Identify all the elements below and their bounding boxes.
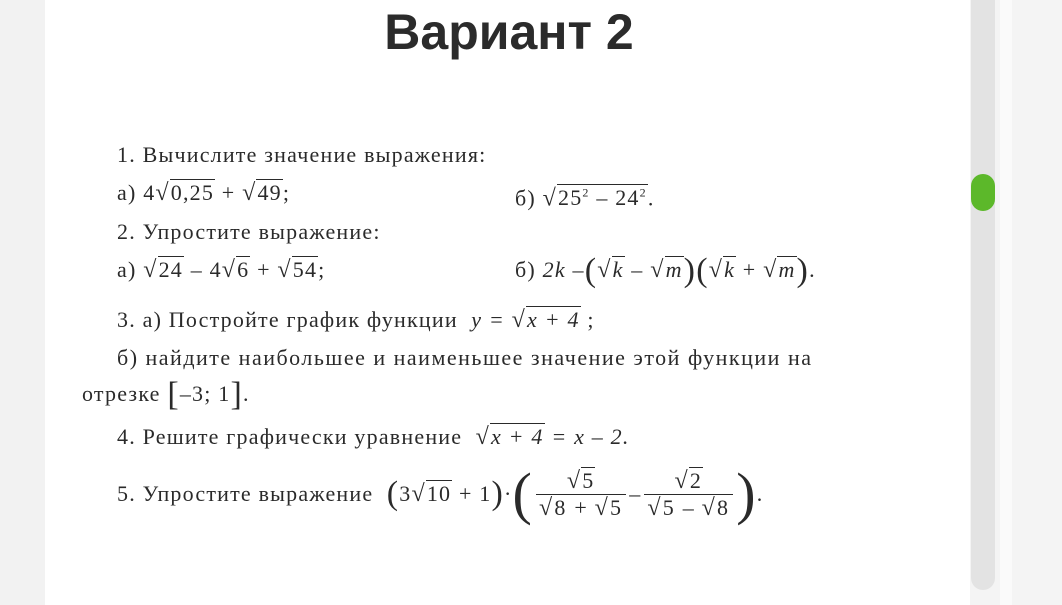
sqrt-sign: √6 bbox=[221, 257, 250, 283]
radicand: 6 bbox=[237, 257, 250, 282]
radicand: k bbox=[724, 257, 736, 282]
task-3b-text: отрезке bbox=[82, 381, 161, 406]
radicand: k bbox=[612, 257, 624, 282]
task-1b bbox=[515, 180, 655, 211]
paren-close: ) bbox=[683, 252, 697, 289]
radicand: 5 bbox=[610, 494, 623, 520]
sqrt-sign: $√25^2 - 24^2$ bbox=[542, 185, 647, 212]
sqrt-sign: √2 bbox=[674, 467, 703, 494]
operator: + bbox=[742, 257, 757, 282]
page-title: Вариант 2 bbox=[384, 4, 634, 60]
expression-lead: 2k – bbox=[542, 257, 585, 282]
radicand: 0,25 bbox=[170, 180, 215, 205]
sqrt-sign: √10 bbox=[411, 481, 452, 507]
paren-open: ( bbox=[584, 252, 598, 289]
task-1a-coef: 4 bbox=[143, 180, 156, 205]
scrollbar-thumb[interactable] bbox=[971, 174, 995, 211]
punct: ; bbox=[282, 180, 291, 205]
task-4-heading: 4. Решите графически уравнение bbox=[117, 424, 463, 449]
task-1-heading: 1. Вычислите значение выражения: bbox=[117, 142, 487, 167]
sqrt-sign: √x + 4 bbox=[475, 424, 544, 450]
radicand: x + 4 bbox=[491, 424, 544, 449]
sqrt-sign: √k bbox=[597, 257, 624, 283]
base: 25 bbox=[558, 185, 583, 211]
operator: + bbox=[574, 494, 588, 520]
scrollbar-track[interactable] bbox=[971, 0, 995, 590]
task-5 bbox=[117, 454, 763, 534]
sqrt-sign: √5 bbox=[594, 494, 623, 521]
task-3b-cont bbox=[82, 376, 250, 413]
radicand: 2 bbox=[689, 467, 703, 493]
task-2-heading: 2. Упростите выражение: bbox=[117, 219, 381, 244]
radicand: m bbox=[778, 257, 796, 282]
fraction-1 bbox=[536, 468, 626, 521]
task-5-heading: 5. Упростите выражение bbox=[117, 481, 374, 506]
punct: . bbox=[809, 257, 816, 282]
task-1a bbox=[117, 180, 290, 206]
operator: – bbox=[190, 257, 203, 282]
task-2b-label: б) bbox=[515, 257, 536, 282]
radicand: 5 bbox=[662, 494, 675, 520]
function-lhs: y = bbox=[471, 307, 505, 332]
base: 24 bbox=[615, 185, 640, 211]
punct: . bbox=[647, 185, 655, 211]
punct: . bbox=[243, 381, 250, 406]
sqrt-sign: √m bbox=[650, 257, 683, 283]
paren-open: ( bbox=[696, 252, 709, 289]
radicand: 10 bbox=[426, 481, 452, 506]
sqrt-sign: √54 bbox=[277, 257, 318, 283]
right-edge-strip bbox=[1000, 0, 1012, 605]
task-3-heading: 3. а) Постройте график функции bbox=[117, 307, 458, 332]
task-3b: б) найдите наибольшее и наименьшее значение этой функции на bbox=[117, 345, 813, 370]
radicand: 5 bbox=[582, 467, 595, 493]
sqrt-sign: √24 bbox=[143, 257, 183, 283]
radicand: x + 4 bbox=[527, 307, 580, 332]
radicand: 8 bbox=[554, 494, 567, 520]
sqrt-sign: √8 bbox=[539, 494, 567, 521]
paren-close: ) bbox=[796, 252, 810, 289]
multiply-dot: · bbox=[504, 481, 513, 506]
sqrt-sign: √k bbox=[708, 257, 736, 283]
radicand: 8 bbox=[716, 494, 730, 520]
operator: + bbox=[257, 257, 271, 282]
fraction-2 bbox=[644, 468, 733, 521]
task-4 bbox=[117, 424, 630, 450]
sqrt-sign: √x + 4 bbox=[511, 307, 580, 333]
sqrt-sign: √5 bbox=[566, 467, 595, 494]
exponent: 2 bbox=[582, 186, 590, 200]
interval: –3; 1 bbox=[179, 381, 231, 406]
radicand: 49 bbox=[257, 180, 282, 205]
sqrt-sign: √m bbox=[763, 257, 796, 283]
sqrt-sign: √49 bbox=[242, 180, 282, 206]
paren-open: ( bbox=[386, 475, 400, 512]
paren-close: ) bbox=[491, 475, 504, 512]
sqrt-sign: √8 bbox=[701, 494, 730, 521]
punct: . bbox=[756, 481, 764, 506]
task-1b-label: б) bbox=[515, 185, 536, 211]
big-paren-close: ) bbox=[736, 461, 757, 526]
operator: – bbox=[631, 257, 644, 282]
punct: ; bbox=[587, 307, 595, 332]
task-3a bbox=[117, 307, 595, 333]
task-2a bbox=[117, 257, 325, 283]
operator: – bbox=[596, 185, 609, 211]
radicand: 54 bbox=[292, 257, 318, 282]
exponent: 2 bbox=[639, 186, 647, 200]
operator: – bbox=[629, 481, 642, 506]
operator: + 1 bbox=[458, 481, 492, 506]
radicand: m bbox=[665, 257, 683, 282]
sqrt-sign: √5 bbox=[647, 494, 675, 521]
sqrt-sign: √0,25 bbox=[155, 180, 215, 206]
bracket-close: ] bbox=[230, 376, 244, 413]
task-2a-label: а) bbox=[117, 257, 137, 282]
punct: ; bbox=[318, 257, 326, 282]
task-2b bbox=[515, 252, 816, 289]
task-1a-label: а) bbox=[117, 180, 137, 205]
operator: – bbox=[682, 494, 695, 520]
coef: 3 bbox=[399, 481, 412, 506]
operator: + bbox=[221, 180, 236, 205]
big-paren-open: ( bbox=[512, 461, 534, 526]
equation-rhs: = x – 2. bbox=[551, 424, 630, 449]
radicand: 24 bbox=[158, 257, 183, 282]
coef: 4 bbox=[209, 257, 222, 282]
bracket-open: [ bbox=[167, 376, 180, 413]
